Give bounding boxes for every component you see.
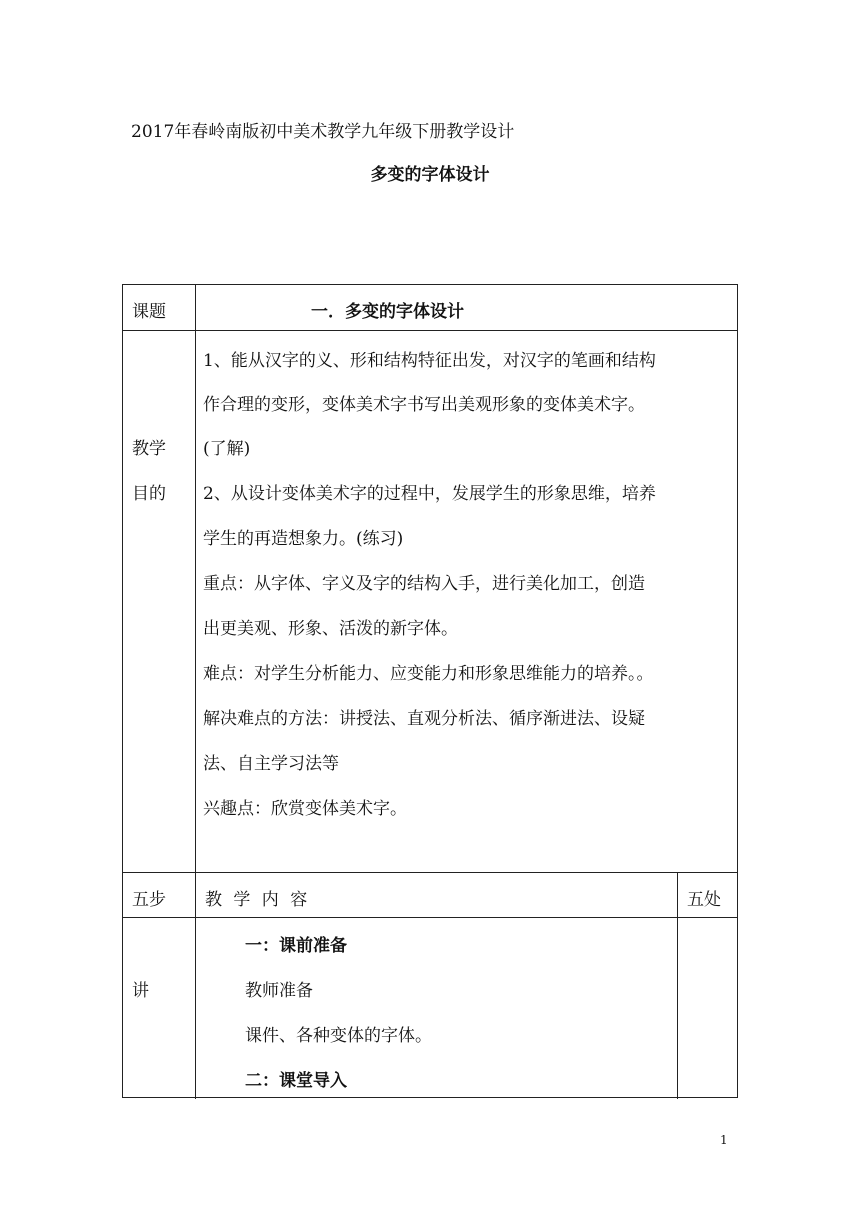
objective-line: 难点：对学生分析能力、应变能力和形象思维能力的培养。。 [203, 664, 654, 684]
column-divider [195, 285, 196, 1099]
objectives-label-line2: 目的 [132, 484, 166, 504]
objectives-label-line1: 教学 [132, 439, 166, 459]
content-item: 课件、各种变体的字体。 [245, 1026, 432, 1046]
topic-label: 课题 [132, 302, 166, 322]
section-heading: 二：课堂导入 [245, 1071, 347, 1091]
objective-line: 作合理的变形，变体美术字书写出美观形象的变体美术字。 [203, 395, 645, 415]
lecture-label: 讲 [132, 981, 149, 1001]
five-points-header: 五处 [687, 890, 721, 910]
objective-line: 法、自主学习法等 [203, 754, 339, 774]
objective-line: 学生的再造想象力。(练习) [203, 529, 404, 549]
objective-line: 兴趣点：欣赏变体美术字。 [203, 799, 407, 819]
lesson-plan-table [122, 284, 738, 1098]
page-number: 1 [720, 1133, 728, 1147]
objective-line: 重点：从字体、字义及字的结构入手，进行美化加工，创造 [203, 574, 645, 594]
five-steps-header: 五步 [132, 890, 166, 910]
row-divider [123, 917, 737, 918]
row-divider [123, 872, 737, 873]
row-divider [123, 330, 737, 331]
teaching-content-header: 教 学 内 容 [205, 890, 308, 910]
objective-line: 出更美观、形象、活泼的新字体。 [203, 619, 458, 639]
document-header: 2017年春岭南版初中美术教学九年级下册教学设计 [131, 122, 515, 142]
objective-line: 1、能从汉字的义、形和结构特征出发，对汉字的笔画和结构 [203, 351, 656, 371]
column-divider [677, 872, 678, 1099]
objective-line: 解决难点的方法：讲授法、直观分析法、循序渐进法、设疑 [203, 709, 645, 729]
subheading: 教师准备 [245, 981, 313, 1001]
document-title: 多变的字体设计 [370, 165, 490, 185]
objective-line: (了解) [203, 439, 251, 459]
topic-value: 一．多变的字体设计 [311, 302, 464, 322]
objective-line: 2、从设计变体美术字的过程中，发展学生的形象思维，培养 [203, 484, 656, 504]
section-heading: 一：课前准备 [245, 936, 347, 956]
